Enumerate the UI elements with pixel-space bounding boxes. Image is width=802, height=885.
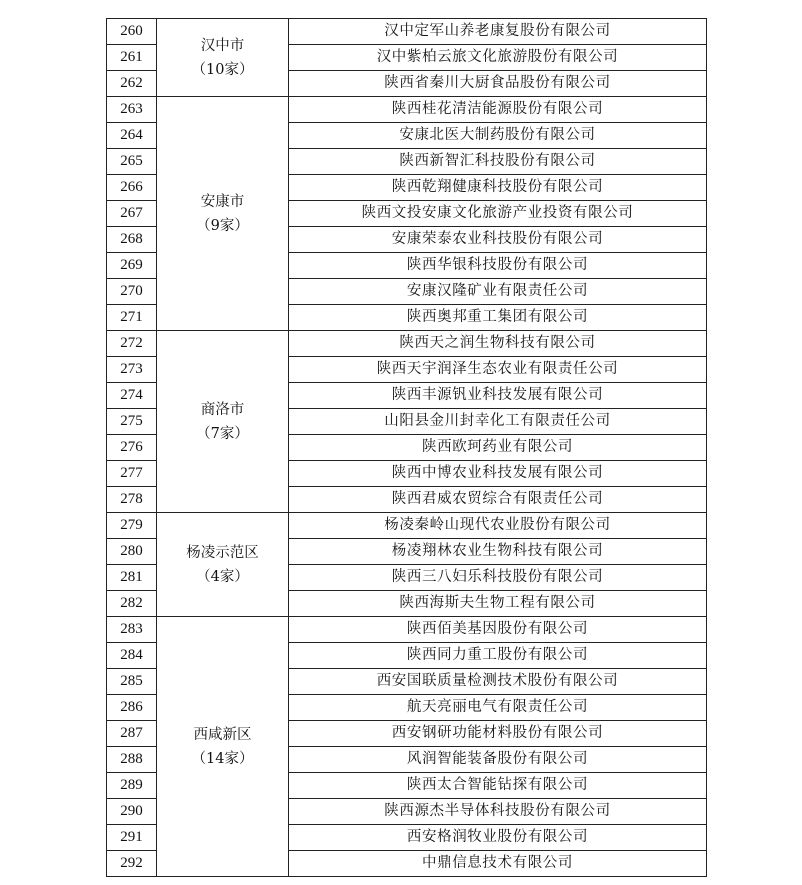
company-name: 航天亮丽电气有限责任公司 [289,695,707,721]
company-name: 安康北医大制药股份有限公司 [289,123,707,149]
city-name: 西咸新区 [193,726,252,743]
row-number: 287 [107,721,157,747]
company-name: 汉中定军山养老康复股份有限公司 [289,19,707,45]
row-number: 260 [107,19,157,45]
row-number: 290 [107,799,157,825]
city-name: 安康市 [200,193,245,210]
row-number: 291 [107,825,157,851]
company-name: 陕西奥邦重工集团有限公司 [289,305,707,331]
company-name: 陕西省秦川大厨食品股份有限公司 [289,71,707,97]
row-number: 281 [107,565,157,591]
company-name: 西安国联质量检测技术股份有限公司 [289,669,707,695]
company-name: 陕西君威农贸综合有限责任公司 [289,487,707,513]
row-number: 267 [107,201,157,227]
table-row [107,617,707,643]
row-number: 269 [107,253,157,279]
company-name: 陕西丰源钒业科技发展有限公司 [289,383,707,409]
company-name: 陕西天之润生物科技有限公司 [289,331,707,357]
company-name: 陕西海斯夫生物工程有限公司 [289,591,707,617]
row-number: 278 [107,487,157,513]
city-group-cell [157,97,289,331]
row-number: 286 [107,695,157,721]
row-number: 262 [107,71,157,97]
row-number: 274 [107,383,157,409]
row-number: 270 [107,279,157,305]
city-name: 汉中市 [200,37,245,54]
row-number: 288 [107,747,157,773]
company-name: 陕西同力重工股份有限公司 [289,643,707,669]
row-number: 264 [107,123,157,149]
city-company-count: （7家） [196,425,249,442]
city-name: 杨凌示范区 [186,544,259,561]
row-number: 284 [107,643,157,669]
company-name: 汉中紫柏云旅文化旅游股份有限公司 [289,45,707,71]
row-number: 283 [107,617,157,643]
company-name: 西安钢研功能材料股份有限公司 [289,721,707,747]
row-number: 289 [107,773,157,799]
company-name: 陕西乾翔健康科技股份有限公司 [289,175,707,201]
row-number: 280 [107,539,157,565]
company-name: 西安格润牧业股份有限公司 [289,825,707,851]
city-company-count: （10家） [191,61,254,78]
row-number: 266 [107,175,157,201]
table-row [107,513,707,539]
company-name: 陕西源杰半导体科技股份有限公司 [289,799,707,825]
city-group-cell [157,19,289,97]
company-name: 陕西新智汇科技股份有限公司 [289,149,707,175]
row-number: 261 [107,45,157,71]
table-row [107,97,707,123]
row-number: 279 [107,513,157,539]
company-name: 山阳县金川封幸化工有限责任公司 [289,409,707,435]
row-number: 263 [107,97,157,123]
row-number: 272 [107,331,157,357]
company-name: 陕西佰美基因股份有限公司 [289,617,707,643]
company-name: 杨凌秦岭山现代农业股份有限公司 [289,513,707,539]
company-list-table [106,18,707,877]
company-name: 安康汉隆矿业有限责任公司 [289,279,707,305]
city-company-count: （14家） [191,750,254,767]
row-number: 273 [107,357,157,383]
company-name: 陕西天宇润泽生态农业有限责任公司 [289,357,707,383]
row-number: 275 [107,409,157,435]
company-name: 中鼎信息技术有限公司 [289,851,707,877]
row-number: 276 [107,435,157,461]
row-number: 285 [107,669,157,695]
city-name: 商洛市 [200,401,245,418]
company-name: 陕西太合智能钻探有限公司 [289,773,707,799]
city-company-count: （4家） [196,568,249,585]
company-name: 杨凌翔林农业生物科技有限公司 [289,539,707,565]
city-company-count: （9家） [196,217,249,234]
city-group-cell [157,513,289,617]
table-row [107,331,707,357]
table-row [107,19,707,45]
company-name: 陕西华银科技股份有限公司 [289,253,707,279]
company-name: 陕西中博农业科技发展有限公司 [289,461,707,487]
city-group-cell [157,331,289,513]
company-name: 陕西三八妇乐科技股份有限公司 [289,565,707,591]
company-name: 陕西文投安康文化旅游产业投资有限公司 [289,201,707,227]
city-group-cell [157,617,289,877]
company-name: 陕西桂花清洁能源股份有限公司 [289,97,707,123]
row-number: 265 [107,149,157,175]
row-number: 277 [107,461,157,487]
row-number: 292 [107,851,157,877]
company-name: 安康荣泰农业科技股份有限公司 [289,227,707,253]
row-number: 268 [107,227,157,253]
company-name: 风润智能装备股份有限公司 [289,747,707,773]
company-list-body [107,19,707,877]
company-name: 陕西欧珂药业有限公司 [289,435,707,461]
row-number: 271 [107,305,157,331]
row-number: 282 [107,591,157,617]
